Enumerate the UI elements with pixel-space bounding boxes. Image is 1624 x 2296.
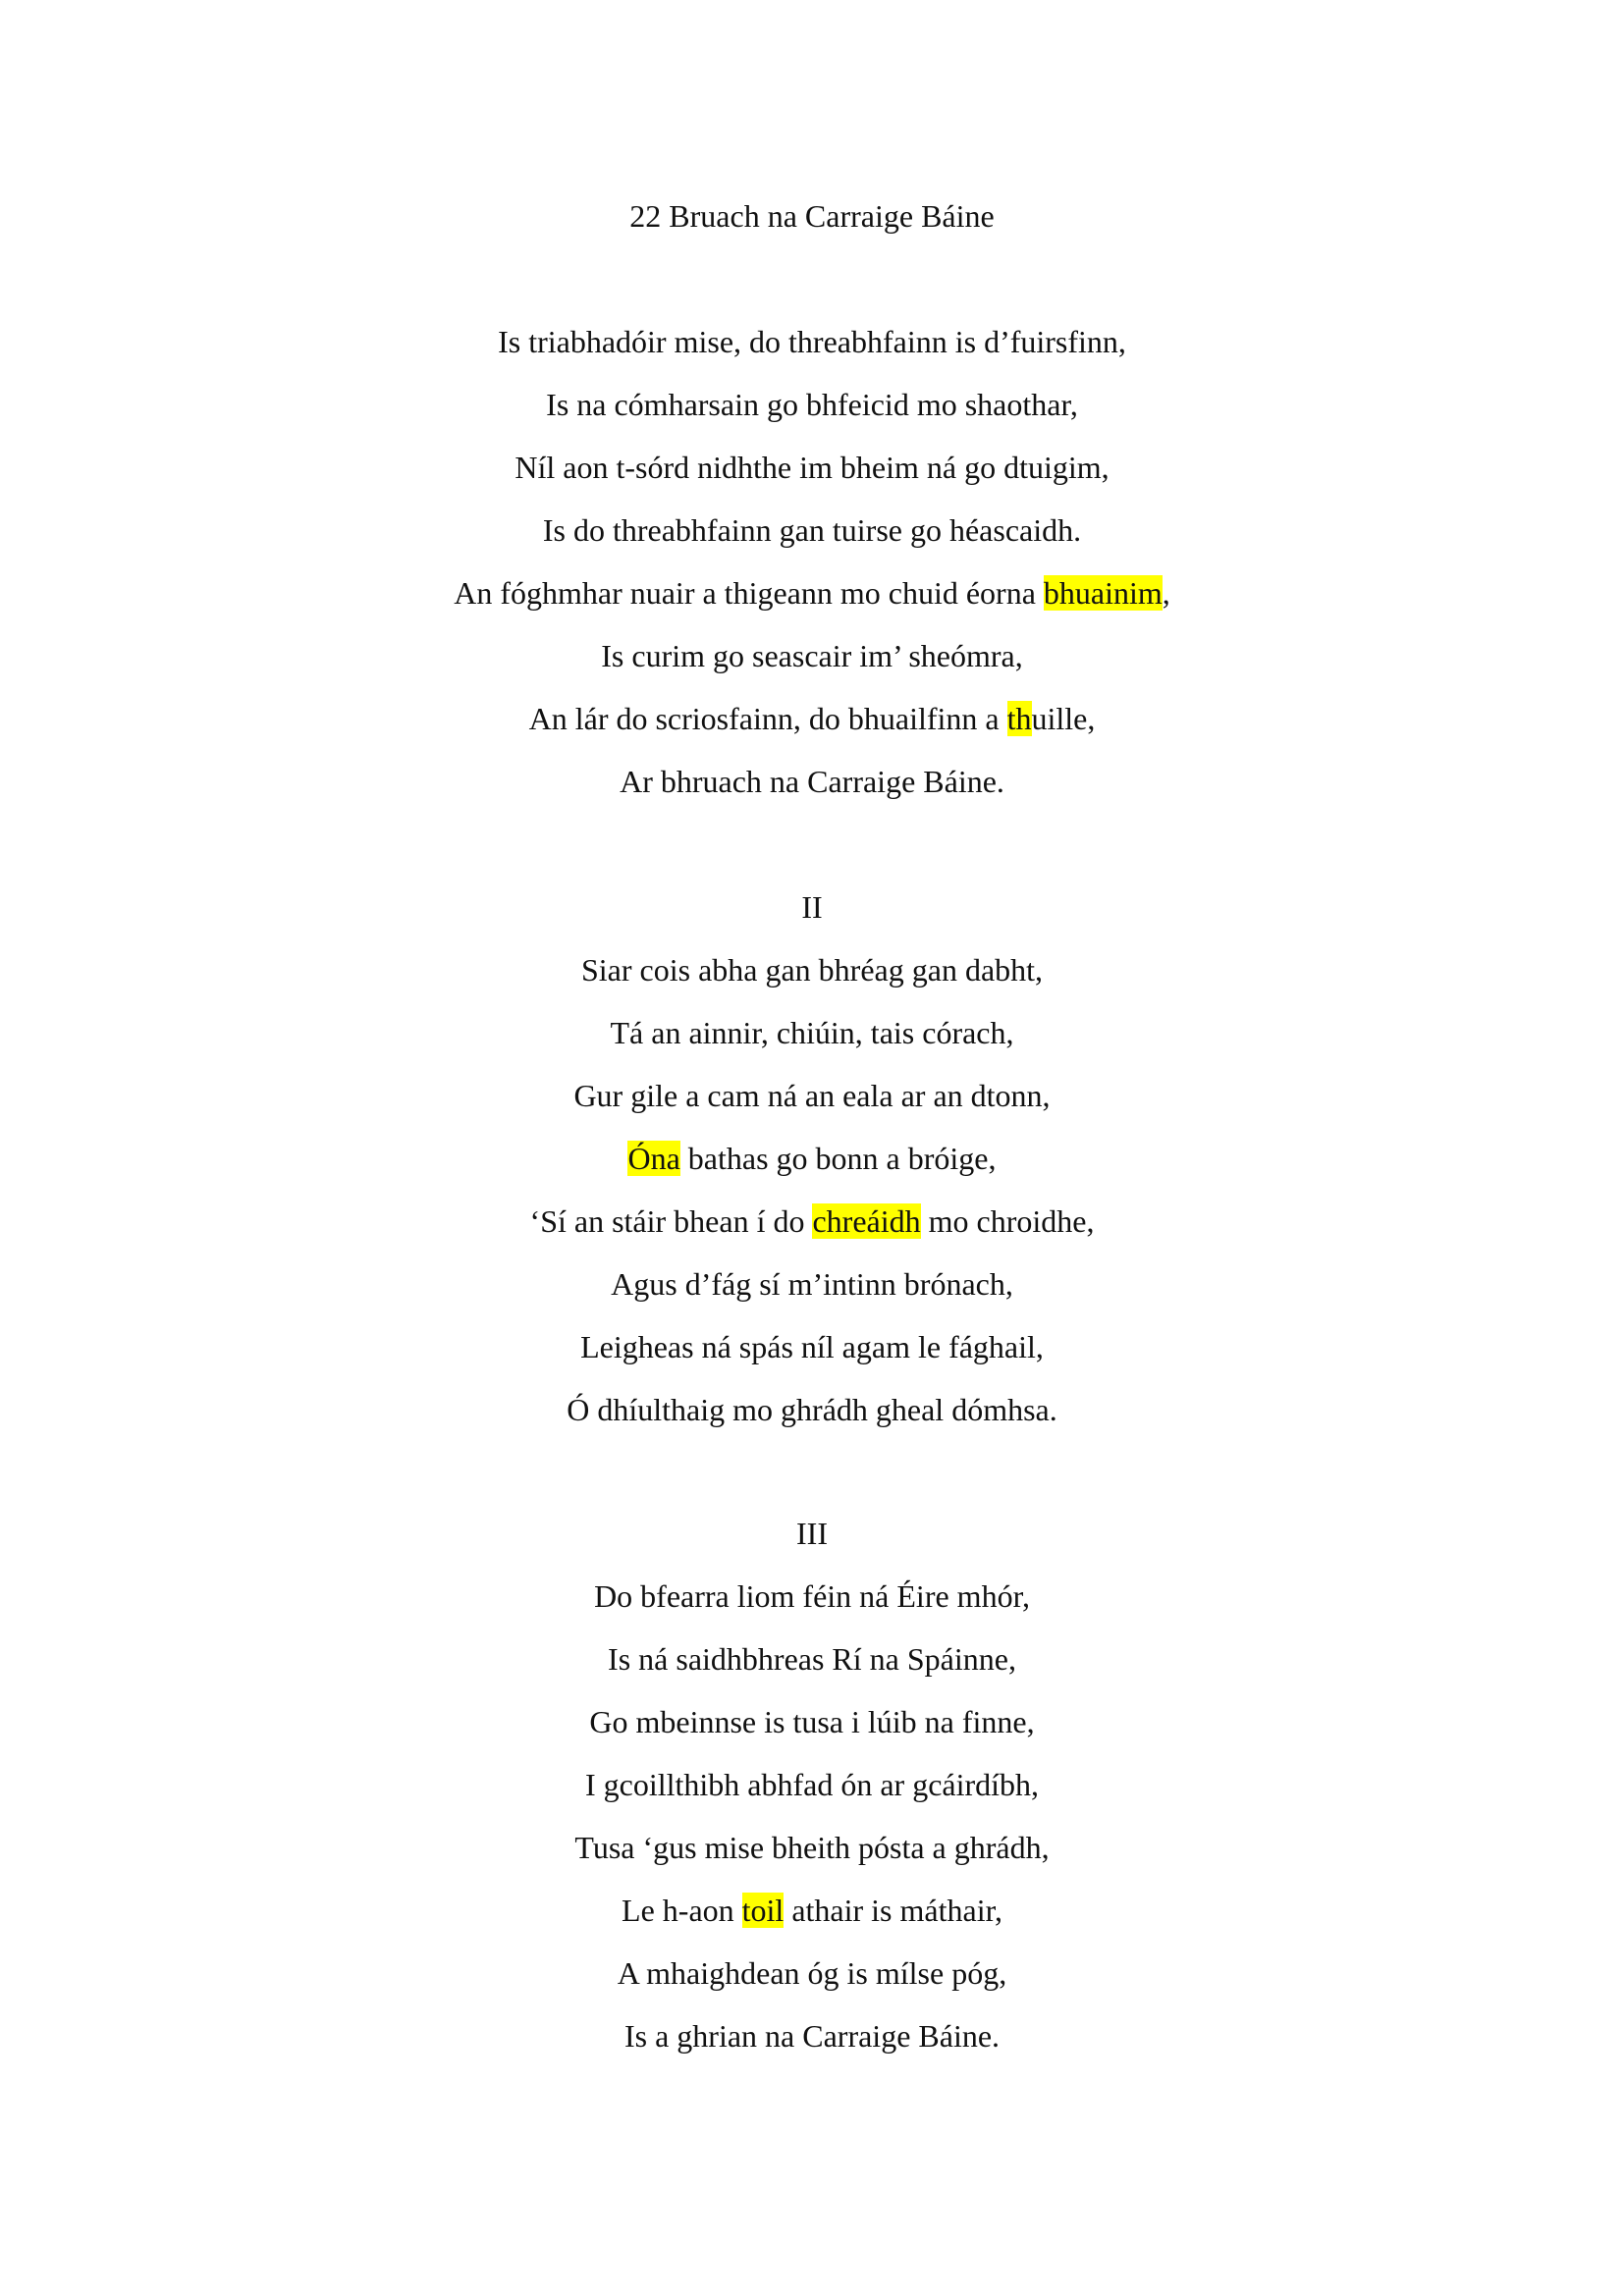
poem-title: 22 Bruach na Carraige Báine bbox=[629, 198, 995, 234]
highlighted-word: chreáidh bbox=[812, 1203, 921, 1239]
line-text: mo chroidhe, bbox=[920, 1203, 1095, 1239]
stanza-3 bbox=[0, 1510, 1624, 2075]
line-text: athair is máthair, bbox=[784, 1893, 1002, 1928]
verse-line: Is na cómharsain go bhfeicid mo shaothar, bbox=[546, 387, 1078, 422]
verse-line bbox=[0, 1887, 1624, 1949]
verse-line: Tá an ainnir, chiúin, tais córach, bbox=[610, 1015, 1014, 1050]
stanza-1 bbox=[0, 318, 1624, 821]
line-text: bathas go bonn a bróige, bbox=[679, 1141, 997, 1176]
verse-line: Is ná saidhbhreas Rí na Spáinne, bbox=[608, 1641, 1016, 1677]
line-text: An fóghmhar nuair a thigeann mo chuid éorna bbox=[454, 575, 1044, 611]
verse-line: Do bfearra liom féin ná Éire mhór, bbox=[594, 1578, 1030, 1614]
verse-line: Gur gile a cam ná an eala ar an dtonn, bbox=[573, 1078, 1051, 1113]
highlighted-word: Óna bbox=[627, 1141, 680, 1176]
highlighted-word: th bbox=[1006, 701, 1032, 736]
verse-line bbox=[0, 569, 1624, 632]
stanza-2 bbox=[0, 883, 1624, 1449]
line-text: ‘Sí an stáir bhean í do bbox=[529, 1203, 813, 1239]
verse-line: Is do threabhfainn gan tuirse go héascaidh. bbox=[542, 512, 1082, 548]
stanza-numeral: II bbox=[801, 889, 823, 925]
verse-line: Ar bhruach na Carraige Báine. bbox=[620, 764, 1004, 799]
verse-line bbox=[0, 1135, 1624, 1198]
line-text: Le h-aon bbox=[622, 1893, 742, 1928]
verse-line: Ó dhíulthaig mo ghrádh gheal dómhsa. bbox=[567, 1392, 1057, 1427]
verse-line bbox=[0, 1198, 1624, 1260]
verse-line bbox=[0, 695, 1624, 758]
verse-line: Is triabhadóir mise, do threabhfainn is d’fuirsfinn, bbox=[498, 324, 1126, 359]
highlighted-word: bhuainim bbox=[1043, 575, 1163, 611]
verse-line: Tusa ‘gus mise bheith pósta a ghrádh, bbox=[574, 1830, 1050, 1865]
verse-line: A mhaighdean óg is mílse póg, bbox=[617, 1955, 1007, 1991]
verse-line: Go mbeinnse is tusa i lúib na finne, bbox=[589, 1704, 1035, 1739]
line-text: , bbox=[1162, 575, 1170, 611]
line-text: An lár do scriosfainn, do bhuailfinn a bbox=[528, 701, 1007, 736]
verse-line: Is a ghrian na Carraige Báine. bbox=[623, 2018, 1001, 2054]
verse-line: Is curim go seascair im’ sheómra, bbox=[601, 638, 1023, 673]
verse-line: Leigheas ná spás níl agam le fághail, bbox=[580, 1329, 1044, 1364]
verse-line: Siar cois abha gan bhréag gan dabht, bbox=[580, 952, 1044, 988]
verse-line: I gcoillthibh abhfad ón ar gcáirdíbh, bbox=[584, 1767, 1040, 1802]
stanza-numeral: III bbox=[796, 1516, 828, 1551]
highlighted-word: toil bbox=[741, 1893, 785, 1928]
verse-line: Níl aon t-sórd nidhthe im bheim ná go dtuigim, bbox=[514, 450, 1110, 485]
line-text: uille, bbox=[1031, 701, 1096, 736]
verse-line: Agus d’fág sí m’intinn brónach, bbox=[611, 1266, 1013, 1302]
